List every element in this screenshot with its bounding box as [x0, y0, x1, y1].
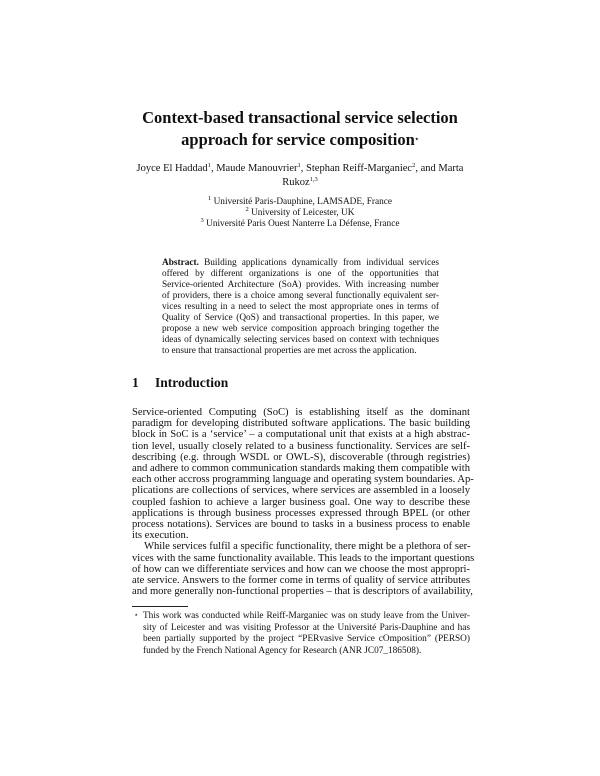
abstract-line: vices resulting in a need to select the most appropriate ones in terms of: [162, 302, 439, 312]
affiliation-text: Université Paris-Dauphine, LAMSADE, France: [213, 197, 392, 207]
author: Rukoz: [282, 177, 310, 188]
author: Joyce El Haddad: [136, 163, 208, 174]
authors-line-1: [0, 163, 600, 174]
affiliation-text: University of Leicester, UK: [251, 208, 355, 218]
abstract-line: offered by different organizations is one of the opportunities that: [162, 269, 439, 279]
body-line: Service-oriented Computing (SoC) is establishing itself as the dominant: [132, 407, 470, 418]
body-line: of how can we differentiate services and how can we choose the most appropri-: [132, 564, 470, 575]
body-line: plications are collections of services, where services are assembled in a loosely: [132, 485, 470, 496]
body-line: tion level, usually closely related to a business functionality. Services are self-: [132, 441, 470, 452]
affiliation-text: Université Paris Ouest Nanterre La Défense, France: [206, 219, 400, 229]
section-title: Introduction: [155, 375, 229, 390]
body-line: paradigm for developing distributed software applications. The basic building: [132, 418, 470, 429]
affiliation-ref: 2: [412, 162, 416, 169]
abstract-line: Quality of Service (QoS) and transactional properties. In this paper, we: [162, 313, 439, 323]
abstract-line: Service-oriented Architecture (SoA) provides. With increasing number: [162, 280, 439, 290]
footnote-line: funded by the French National Agency for Research (ANR JC07_186508).: [143, 646, 422, 656]
body-line: process notations). Services are bound to tasks in a business process to enable: [132, 519, 470, 530]
body-line: each other accross programming language and operating system boundaries. Ap-: [132, 474, 474, 485]
body-line: and more generally non-functional properties – that is descriptors of availability,: [132, 586, 473, 597]
abstract-line: of providers, there is a choice among several functionally equivalent ser-: [162, 291, 439, 301]
affiliation-ref: 1: [207, 162, 211, 169]
body-line: its execution.: [132, 530, 189, 541]
abstract-label: Abstract.: [162, 258, 199, 268]
title-footnote-mark: ⋆: [414, 136, 419, 143]
affiliation-number: 2: [245, 206, 249, 213]
section-heading: [132, 375, 228, 391]
section-number: 1: [132, 375, 139, 390]
author: , and Marta: [415, 163, 464, 174]
footnote-line: sity of Leicester and was visiting Professor at the Université Paris-Dauphine and has: [143, 623, 470, 633]
footnote-line: been partially supported by the project “PERvasive Service cOmposition” (PERSO): [143, 634, 470, 644]
affiliation: [0, 208, 600, 218]
footnote-line: This work was conducted while Reiff-Marganiec was on study leave from the Univer-: [143, 611, 470, 621]
title-text: approach for service composition: [181, 130, 415, 149]
affiliation: [0, 197, 600, 207]
affiliation: [0, 219, 600, 229]
body-line: coupled fashion to achieve a larger business goal. One way to describe these: [132, 497, 470, 508]
affiliation-number: 1: [208, 195, 212, 202]
body-line: ate service. Answers to the former come in terms of quality of service attributes: [132, 575, 470, 586]
authors-line-2: [0, 177, 600, 188]
author: , Maude Manouvrier: [210, 163, 298, 174]
footnote-rule: [132, 606, 188, 607]
author: , Stephan Reiff-Marganiec: [300, 163, 413, 174]
body-line: While services fulfil a specific functionality, there might be a plethora of ser-: [144, 541, 471, 552]
affiliation-ref: 1,3: [309, 176, 318, 183]
body-line: block in SoC is a ‘service’ – a computational unit that exists at a high abstrac-: [132, 429, 470, 440]
footnote-mark: ⋆: [134, 611, 139, 619]
abstract-line: [162, 258, 439, 269]
paper-title-line-1: Context-based transactional service selection: [142, 108, 458, 127]
body-line: applications is through business processes expressed through BPEL (or other: [132, 508, 470, 519]
affiliation-ref: 1: [297, 162, 301, 169]
abstract-line: propose a new web service composition approach bringing together the: [162, 324, 439, 334]
abstract-text: Building applications dynamically from individual services: [204, 258, 439, 268]
body-line: describing (e.g. through WSDL or OWL-S), discoverable (through registries): [132, 452, 470, 463]
body-line: and adhere to common communication standards making them compatible with: [132, 463, 470, 474]
abstract-line: to ensure that transactional properties are met across the application.: [162, 346, 417, 356]
abstract-line: ideas of dynamically selecting services based on context with techniques: [162, 335, 439, 345]
body-line: vices with the same functionality available. This leads to the important questions: [132, 553, 475, 564]
paper-title-line-2: [0, 130, 600, 150]
affiliation-number: 3: [200, 217, 204, 224]
